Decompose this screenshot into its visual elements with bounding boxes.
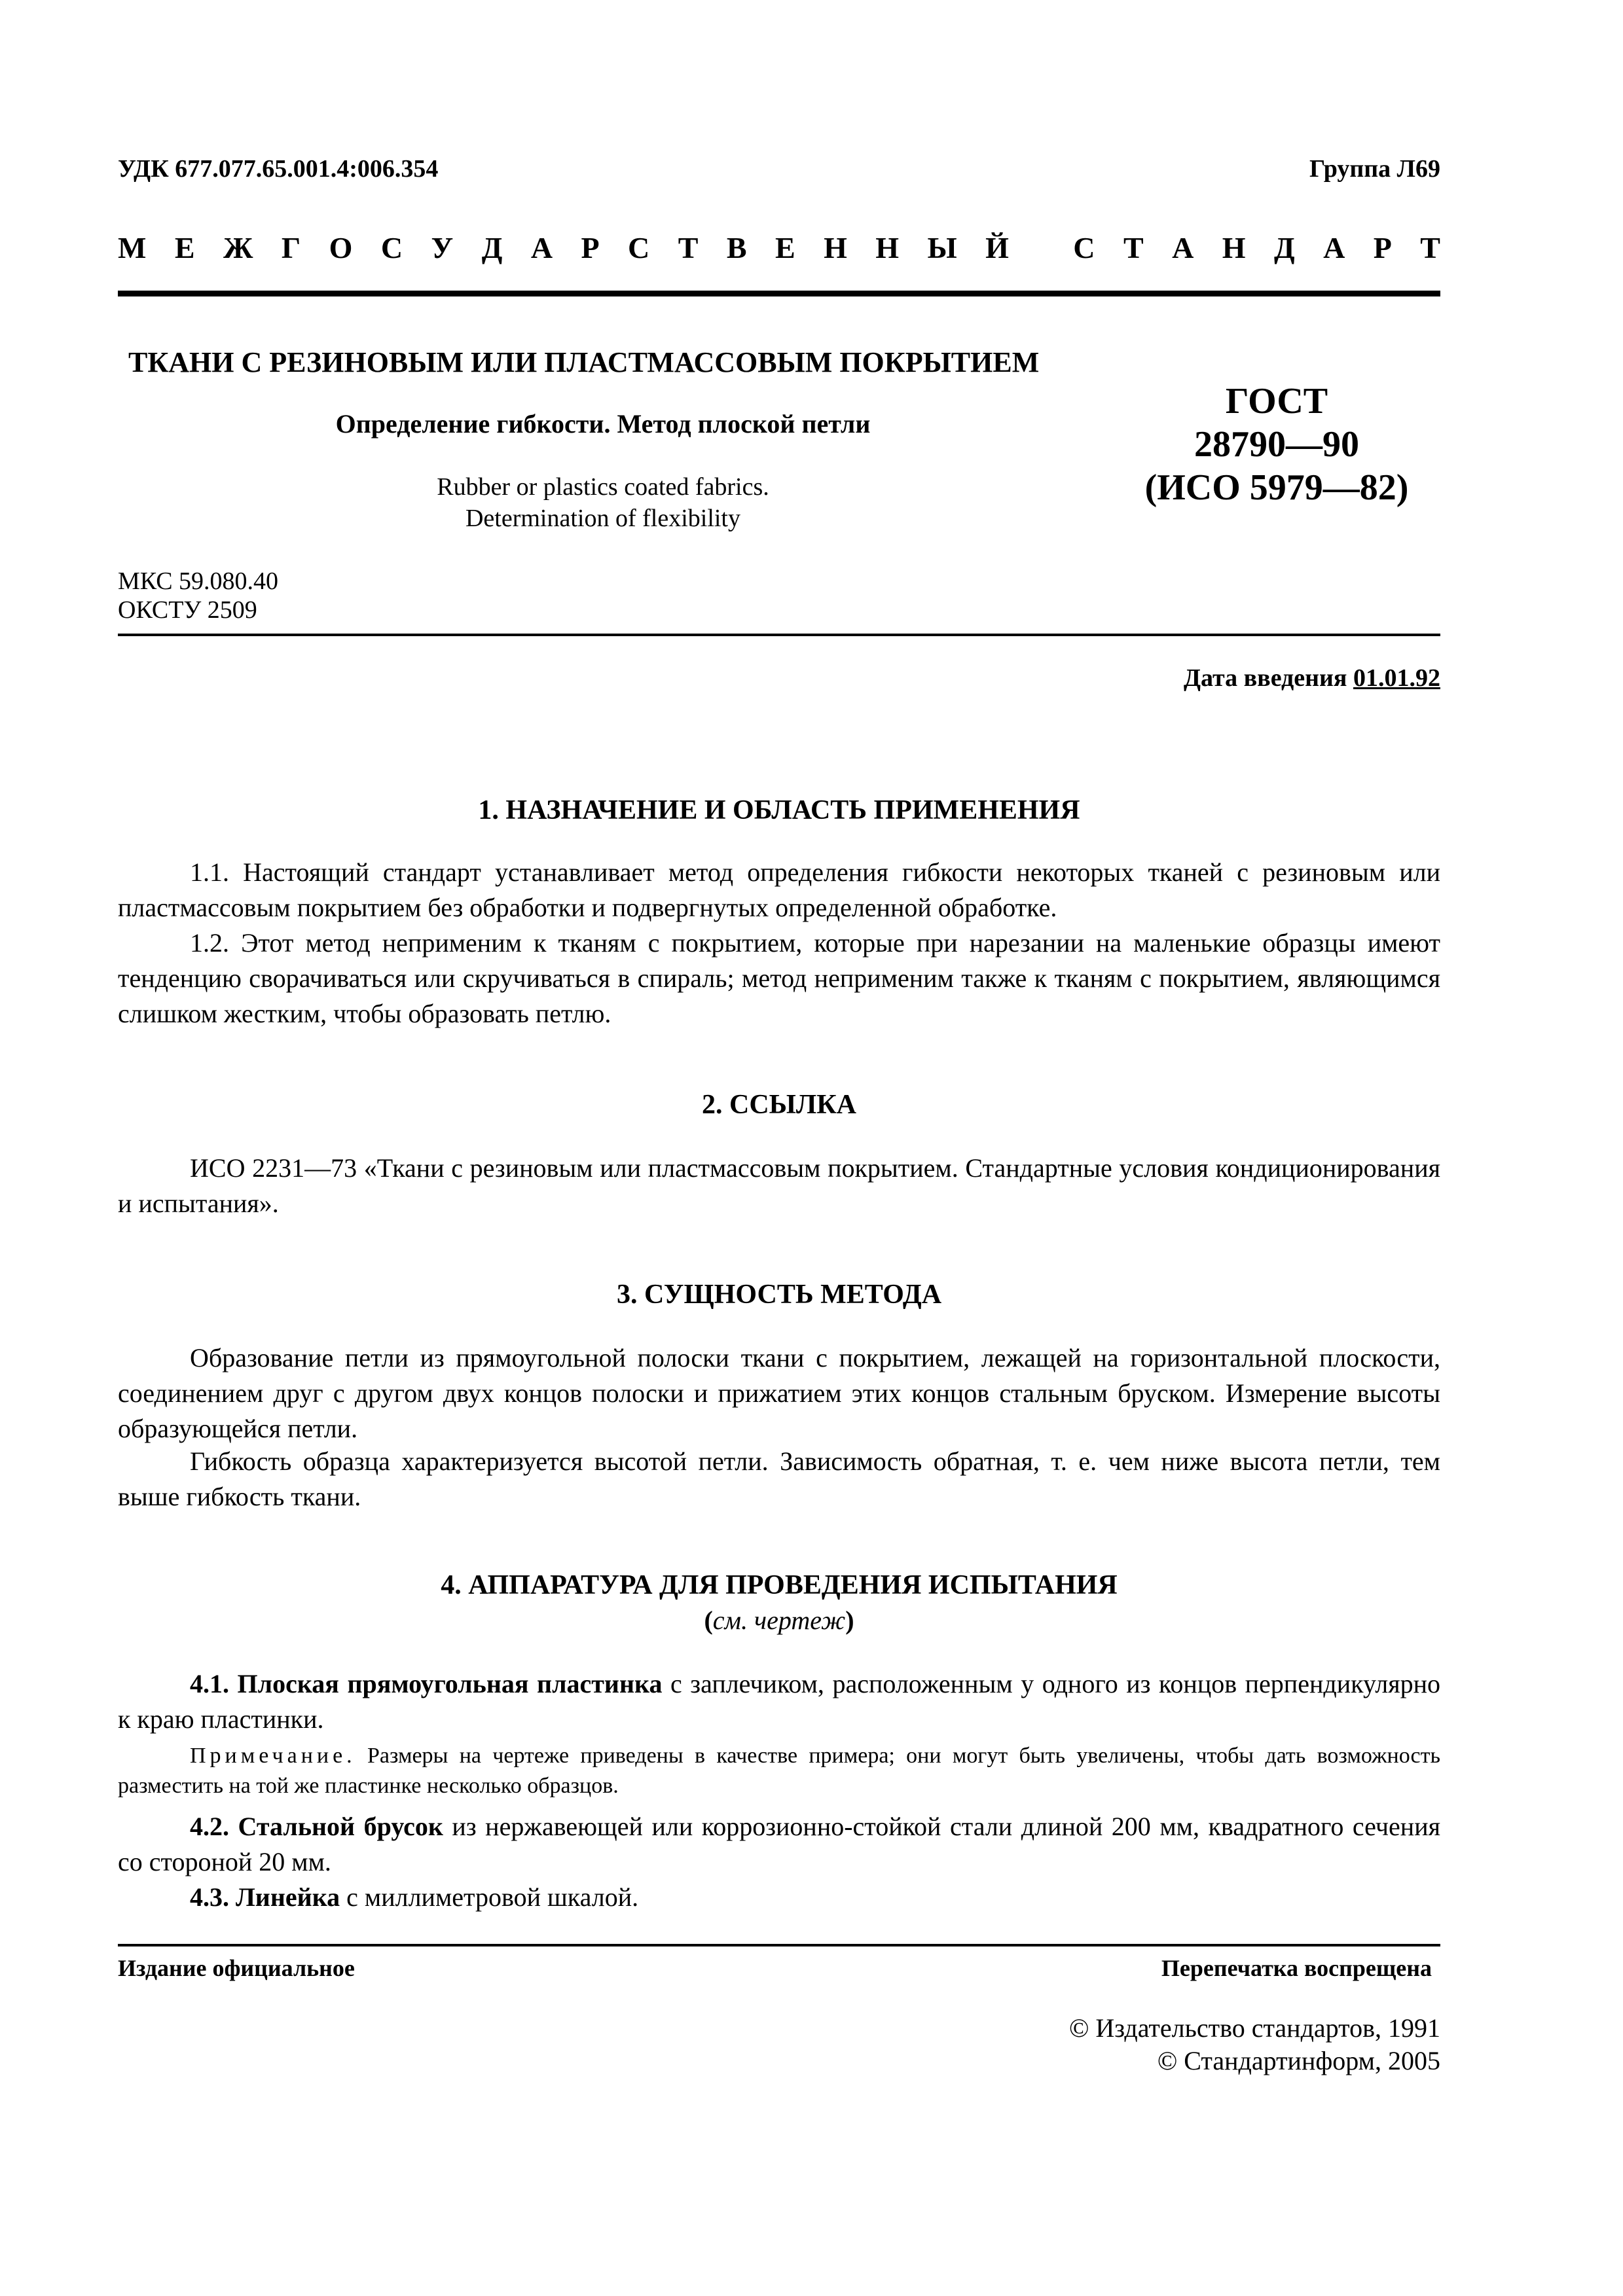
- document-title: ТКАНИ С РЕЗИНОВЫМ ИЛИ ПЛАСТМАССОВЫМ ПОКРЫТИЕМ: [128, 346, 1040, 378]
- copyright-line: © Стандартинформ, 2005: [1157, 2046, 1440, 2075]
- banner-letter: Н: [824, 231, 847, 264]
- banner-letter: С: [1073, 231, 1095, 264]
- english-title-line: Determination of flexibility: [465, 505, 740, 532]
- classification-codes: [118, 567, 278, 624]
- english-title: [128, 471, 1078, 534]
- header-thick-rule: [118, 291, 1440, 296]
- date-label: Дата введения: [1183, 664, 1347, 692]
- section-2-heading: 2. ССЫЛКА: [702, 1090, 856, 1120]
- paragraph-3-1: Образование петли из прямоугольной полоски ткани с покрытием, лежащей на горизонтальной плоскости, соединением друг с другом двух концов полоски и прижатием этих концов стальным бруском. Измерение высоты образующейся петли.: [118, 1343, 1440, 1443]
- item-4-1-term: 4.1. Плоская прямоугольная пластинка: [190, 1669, 663, 1698]
- item-4-3-text: с миллиметровой шкалой.: [340, 1882, 639, 1912]
- gost-number: [1113, 380, 1440, 509]
- item-4-3-term: 4.3. Линейка: [190, 1882, 340, 1912]
- paragraph-3-2: Гибкость образца характеризуется высотой петли. Зависимость обратная, т. е. чем ниже высота петли, тем выше гибкость ткани.: [118, 1446, 1440, 1511]
- banner-letter: Т: [678, 231, 699, 264]
- paragraph-4-3: [118, 1880, 1440, 1915]
- banner-letter: С: [380, 231, 403, 264]
- note: [118, 1741, 1440, 1801]
- gost-label: ГОСТ: [1225, 381, 1328, 422]
- paragraph-2: ИСО 2231—73 «Ткани с резиновым или пластмассовым покрытием. Стандартные условия кондиционирования и испытания».: [118, 1153, 1440, 1218]
- banner-letter: Ж: [223, 231, 253, 264]
- group-code: Группа Л69: [1309, 155, 1440, 183]
- footer-rule: [118, 1944, 1440, 1946]
- date-value: 01.01.92: [1353, 664, 1440, 692]
- banner-letter: В: [726, 231, 747, 264]
- banner-letter: А: [1323, 231, 1345, 264]
- banner-letter: Д: [481, 231, 503, 264]
- banner-letter: Й: [985, 231, 1009, 264]
- banner-letter: О: [329, 231, 353, 264]
- banner-letter: Е: [174, 231, 195, 264]
- okstu-code: ОКСТУ 2509: [118, 596, 257, 624]
- mks-code: МКС 59.080.40: [118, 567, 279, 595]
- banner-letter: Д: [1273, 231, 1295, 264]
- introduction-date: [1184, 664, 1440, 692]
- banner-letter: А: [530, 231, 553, 264]
- section-4-heading: 4. АППАРАТУРА ДЛЯ ПРОВЕДЕНИЯ ИСПЫТАНИЯ: [441, 1570, 1118, 1600]
- paragraph-4-1: [118, 1666, 1440, 1737]
- item-4-2-term: 4.2. Стальной брусок: [190, 1812, 443, 1841]
- banner-letter: Г: [281, 231, 301, 264]
- banner-letter: Т: [1420, 231, 1440, 264]
- banner-letter: Е: [775, 231, 795, 264]
- title-rule: [118, 634, 1440, 636]
- drawing-reference: см. чертеж: [712, 1605, 846, 1635]
- banner-letter: С: [628, 231, 650, 264]
- iso-code: (ИСО 5979—82): [1144, 467, 1409, 508]
- banner-letter: Т: [1123, 231, 1144, 264]
- copyright-line: © Издательство стандартов, 1991: [1068, 2013, 1440, 2043]
- paragraph-1-2: 1.2. Этот метод неприменим к тканям с покрытием, которые при нарезании на маленькие образцы имеют тенденцию сворачиваться или скручиваться в спираль; метод неприменим также к тканям с покрытием, являющимся слишком жестким, чтобы образовать петлю.: [118, 928, 1440, 1028]
- banner-letter: А: [1172, 231, 1194, 264]
- banner-letter: Н: [875, 231, 900, 264]
- paragraph-1-1: 1.1. Настоящий стандарт устанавливает метод определения гибкости некоторых тканей с резиновым или пластмассовым покрытием без обработки и подвергнутых определенной обработке.: [118, 857, 1440, 922]
- note-label: Примечание.: [190, 1744, 356, 1768]
- section-4-subheading: (см. чертеж): [704, 1605, 854, 1635]
- banner-letter: М: [118, 231, 147, 264]
- banner-letter: Р: [1373, 231, 1392, 264]
- standard-banner: [118, 230, 1440, 265]
- udk-code: УДК 677.077.65.001.4:006.354: [118, 155, 439, 183]
- reprint-prohibited-label: Перепечатка воспрещена: [1161, 1955, 1432, 1981]
- section-1-heading: 1. НАЗНАЧЕНИЕ И ОБЛАСТЬ ПРИМЕНЕНИЯ: [478, 795, 1080, 825]
- english-title-line: Rubber or plastics coated fabrics.: [437, 473, 769, 501]
- paragraph-4-2: [118, 1809, 1440, 1880]
- note-text: Размеры на чертеже приведены в качестве примера; они могут быть увеличены, чтобы дать возможность разместить на той же пластинке несколько образцов.: [118, 1744, 1440, 1798]
- section-3-heading: 3. СУЩНОСТЬ МЕТОДА: [616, 1280, 942, 1310]
- banner-letter: Ы: [927, 231, 957, 264]
- banner-gap: [1037, 230, 1045, 265]
- banner-letter: У: [431, 231, 454, 264]
- item-4-2-text: из нержавеющей или коррозионно-стойкой стали длиной 200 мм, квадратного сечения со стороной 20 мм.: [118, 1812, 1440, 1876]
- banner-letter: Н: [1222, 231, 1246, 264]
- banner-letter: Р: [581, 231, 600, 264]
- item-4-1-text: с заплечиком, расположенным у одного из концов перпендикулярно к краю пластинки.: [118, 1669, 1440, 1734]
- gost-code: 28790—90: [1194, 424, 1359, 465]
- copyright-block: [1069, 2012, 1440, 2077]
- official-edition-label: Издание официальное: [118, 1955, 355, 1981]
- document-subtitle: Определение гибкости. Метод плоской петли: [335, 409, 871, 439]
